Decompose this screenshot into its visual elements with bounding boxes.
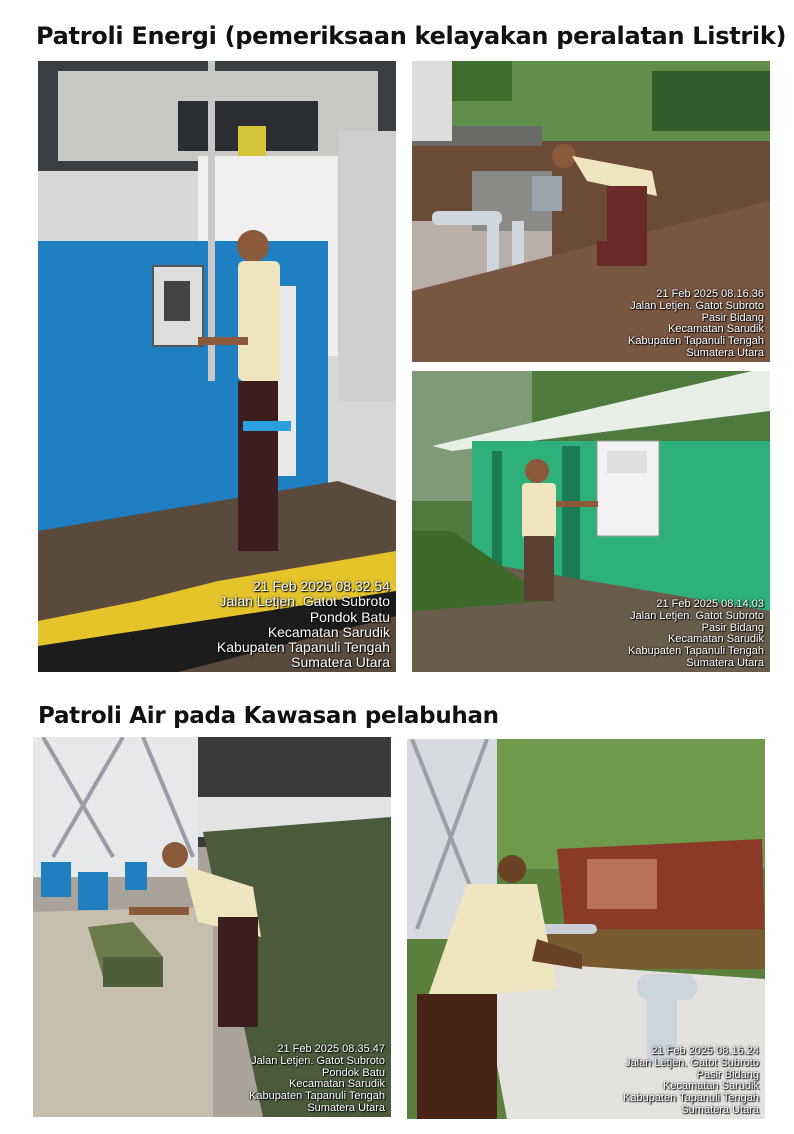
stamp-province: Sumatera Utara [307, 1102, 385, 1115]
photo-water-tank-pipe [407, 739, 765, 1119]
stamp-datetime: 21 Feb 2025 08.35.47 [277, 1042, 385, 1055]
photo-caption-stamp [249, 1044, 385, 1115]
stamp-district: Kecamatan Sarudik [267, 623, 390, 640]
stamp-district: Kecamatan Sarudik [289, 1078, 385, 1091]
stamp-district: Kecamatan Sarudik [668, 323, 764, 336]
stamp-village: Pondok Batu [309, 608, 390, 625]
photo-caption-stamp [628, 289, 764, 360]
photo-pump-inspection [412, 61, 770, 362]
photo-caption-stamp [217, 579, 390, 670]
section-heading-energy: Patroli Energi (pemeriksaan kelayakan peralatan Listrik) [36, 22, 787, 50]
stamp-province: Sumatera Utara [686, 657, 764, 670]
stamp-province: Sumatera Utara [681, 1104, 759, 1117]
photo-caption-stamp [623, 1046, 759, 1117]
stamp-village: Pasir Bidang [701, 621, 764, 634]
stamp-province: Sumatera Utara [291, 653, 390, 670]
stamp-province: Sumatera Utara [686, 347, 764, 360]
stamp-street: Jalan Letjen. Gatot Subroto [630, 609, 764, 622]
photo-caption-stamp [628, 599, 764, 670]
stamp-street: Jalan Letjen. Gatot Subroto [625, 1056, 759, 1069]
stamp-datetime: 21 Feb 2025 08.14.03 [656, 597, 764, 610]
stamp-regency: Kabupaten Tapanuli Tengah [216, 638, 390, 655]
stamp-regency: Kabupaten Tapanuli Tengah [249, 1090, 385, 1103]
stamp-street: Jalan Letjen. Gatot Subroto [630, 299, 764, 312]
stamp-datetime: 21 Feb 2025 08.32.54 [252, 578, 390, 595]
stamp-regency: Kabupaten Tapanuli Tengah [628, 335, 764, 348]
photo-green-wall-panel [412, 371, 770, 672]
stamp-district: Kecamatan Sarudik [663, 1080, 759, 1093]
stamp-datetime: 21 Feb 2025 08.16.24 [651, 1044, 759, 1057]
stamp-street: Jalan Letjen. Gatot Subroto [251, 1054, 385, 1067]
photo-electrical-panel-blue-wall [38, 61, 396, 672]
section-heading-water: Patroli Air pada Kawasan pelabuhan [38, 703, 499, 729]
stamp-district: Kecamatan Sarudik [668, 633, 764, 646]
stamp-datetime: 21 Feb 2025 08.16.36 [656, 287, 764, 300]
stamp-village: Pasir Bidang [696, 1068, 759, 1081]
photo-water-valve-box [33, 737, 391, 1117]
stamp-village: Pondok Batu [322, 1066, 385, 1079]
stamp-regency: Kabupaten Tapanuli Tengah [623, 1092, 759, 1105]
stamp-village: Pasir Bidang [701, 311, 764, 324]
stamp-regency: Kabupaten Tapanuli Tengah [628, 645, 764, 658]
stamp-street: Jalan Letjen. Gatot Subroto [219, 593, 390, 610]
